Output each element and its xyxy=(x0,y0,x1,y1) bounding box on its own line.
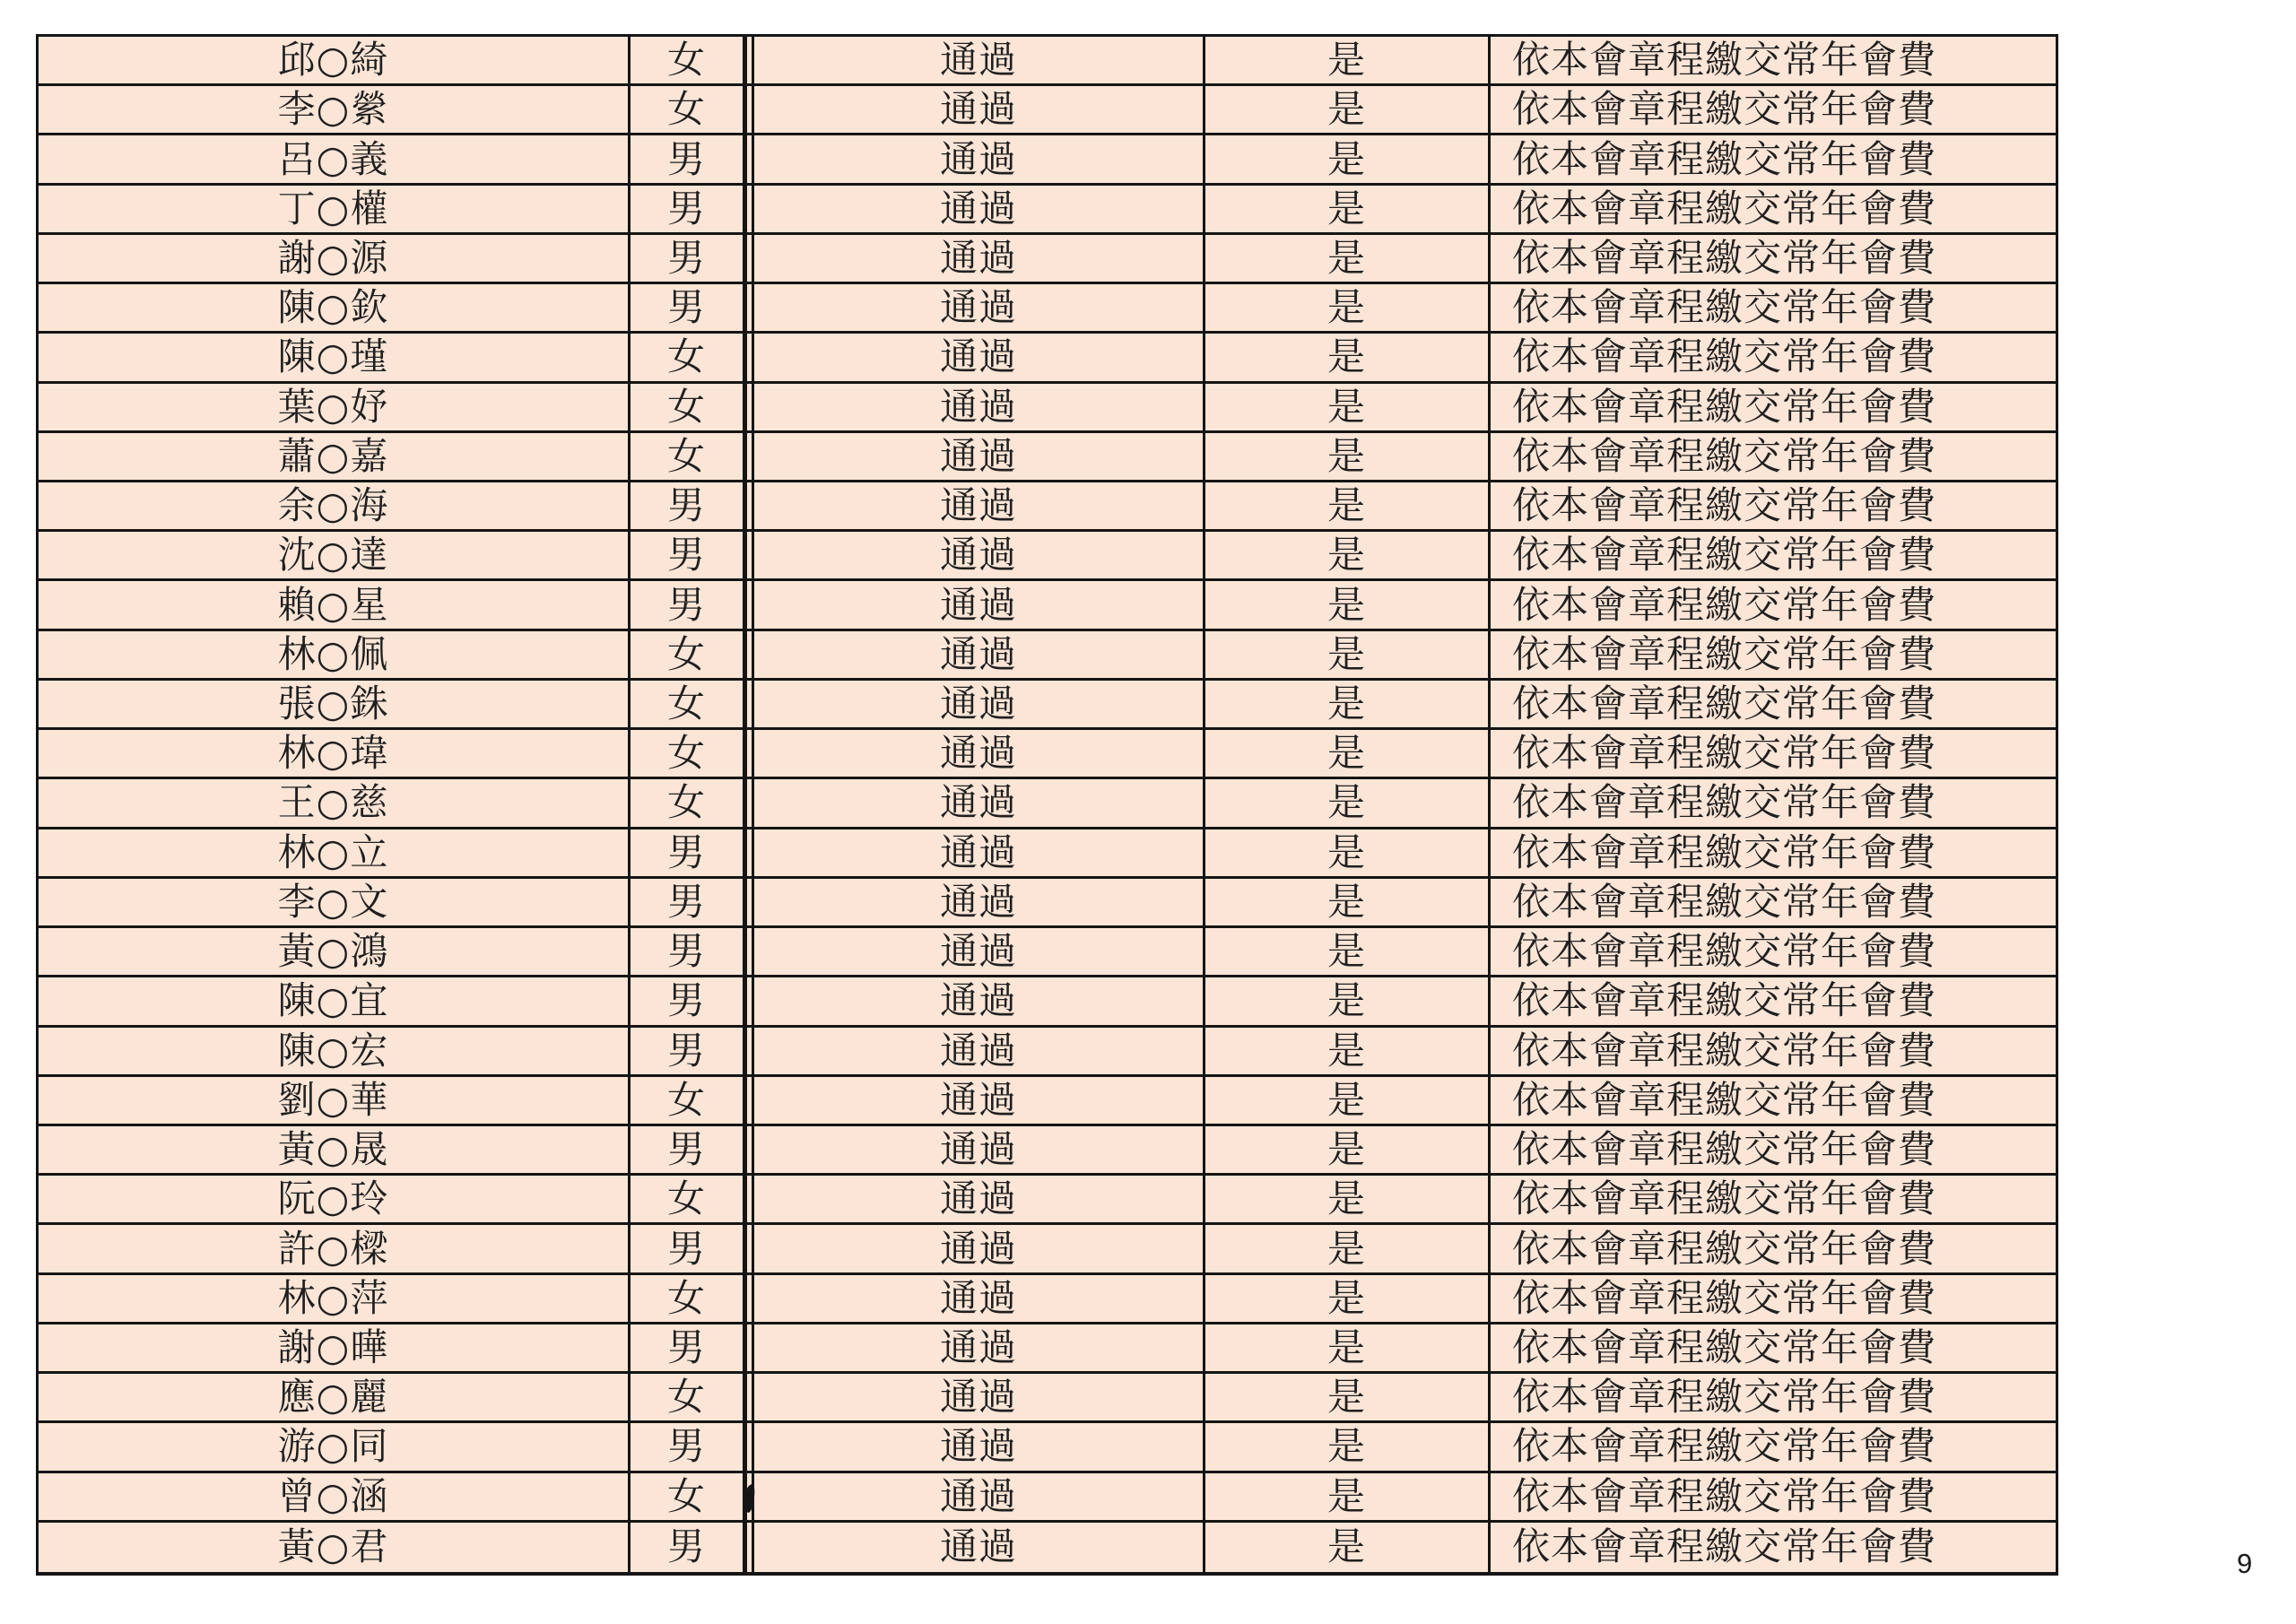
table-row xyxy=(39,977,2056,1027)
double-rule-divider xyxy=(747,86,754,135)
table-row xyxy=(39,1126,2056,1176)
table-row xyxy=(39,829,2056,879)
fee-paid-cell: 是 xyxy=(1205,1473,1491,1523)
gender-cell: 女 xyxy=(631,334,747,383)
table-row xyxy=(39,1225,2056,1274)
remark-cell: 依本會章程繳交常年會費 xyxy=(1491,334,2056,383)
fee-paid-cell: 是 xyxy=(1205,1423,1491,1472)
table-row xyxy=(39,433,2056,482)
gender-cell: 男 xyxy=(631,829,747,879)
remark-cell: 依本會章程繳交常年會費 xyxy=(1491,928,2056,977)
fee-paid-cell: 是 xyxy=(1205,977,1491,1027)
remark-cell: 依本會章程繳交常年會費 xyxy=(1491,284,2056,334)
remark-cell: 依本會章程繳交常年會費 xyxy=(1491,37,2056,86)
table-row xyxy=(39,1523,2056,1572)
gender-cell: 女 xyxy=(631,1275,747,1324)
table-row xyxy=(39,879,2056,928)
gender-cell: 女 xyxy=(631,730,747,779)
gender-cell: 男 xyxy=(631,1324,747,1374)
gender-cell: 男 xyxy=(631,482,747,532)
gender-cell: 女 xyxy=(631,433,747,482)
review-result-cell: 通過 xyxy=(754,1374,1205,1423)
review-result-cell: 通過 xyxy=(754,37,1205,86)
fee-paid-cell: 是 xyxy=(1205,384,1491,433)
remark-cell: 依本會章程繳交常年會費 xyxy=(1491,1077,2056,1126)
remark-cell: 依本會章程繳交常年會費 xyxy=(1491,779,2056,829)
name-cell: 林○佩 xyxy=(39,631,631,681)
remark-cell: 依本會章程繳交常年會費 xyxy=(1491,1126,2056,1176)
name-cell: 謝○源 xyxy=(39,235,631,284)
double-rule-divider xyxy=(747,879,754,928)
name-cell: 黃○君 xyxy=(39,1523,631,1572)
review-result-cell: 通過 xyxy=(754,879,1205,928)
double-rule-divider xyxy=(747,1423,754,1472)
double-rule-divider xyxy=(747,681,754,730)
double-rule-divider xyxy=(747,829,754,879)
double-rule-divider xyxy=(747,135,754,185)
name-cell: 許○樑 xyxy=(39,1225,631,1274)
table-row xyxy=(39,631,2056,681)
name-cell: 阮○玲 xyxy=(39,1176,631,1225)
review-result-cell: 通過 xyxy=(754,532,1205,581)
remark-cell: 依本會章程繳交常年會費 xyxy=(1491,532,2056,581)
table-row xyxy=(39,86,2056,135)
review-result-cell: 通過 xyxy=(754,1324,1205,1374)
review-result-cell: 通過 xyxy=(754,433,1205,482)
remark-cell: 依本會章程繳交常年會費 xyxy=(1491,681,2056,730)
double-rule-divider xyxy=(747,37,754,86)
table-row xyxy=(39,681,2056,730)
table-row xyxy=(39,384,2056,433)
name-cell: 沈○達 xyxy=(39,532,631,581)
name-cell: 丁○權 xyxy=(39,186,631,235)
name-cell: 黃○鴻 xyxy=(39,928,631,977)
double-rule-divider xyxy=(747,334,754,383)
gender-cell: 男 xyxy=(631,186,747,235)
gender-cell: 男 xyxy=(631,581,747,630)
name-cell: 林○萍 xyxy=(39,1275,631,1324)
name-cell: 陳○宏 xyxy=(39,1028,631,1077)
fee-paid-cell: 是 xyxy=(1205,186,1491,235)
name-cell: 陳○宜 xyxy=(39,977,631,1027)
review-result-cell: 通過 xyxy=(754,1028,1205,1077)
fee-paid-cell: 是 xyxy=(1205,1324,1491,1374)
fee-paid-cell: 是 xyxy=(1205,730,1491,779)
name-cell: 邱○綺 xyxy=(39,37,631,86)
review-result-cell: 通過 xyxy=(754,482,1205,532)
name-cell: 謝○曄 xyxy=(39,1324,631,1374)
table-row xyxy=(39,532,2056,581)
gender-cell: 男 xyxy=(631,532,747,581)
name-cell: 余○海 xyxy=(39,482,631,532)
review-result-cell: 通過 xyxy=(754,284,1205,334)
fee-paid-cell: 是 xyxy=(1205,433,1491,482)
fee-paid-cell: 是 xyxy=(1205,1275,1491,1324)
remark-cell: 依本會章程繳交常年會費 xyxy=(1491,1028,2056,1077)
double-rule-divider xyxy=(747,1028,754,1077)
double-rule-divider xyxy=(747,1324,754,1374)
name-cell: 葉○妤 xyxy=(39,384,631,433)
review-result-cell: 通過 xyxy=(754,581,1205,630)
review-result-cell: 通過 xyxy=(754,1473,1205,1523)
double-rule-divider xyxy=(747,1275,754,1324)
review-result-cell: 通過 xyxy=(754,1126,1205,1176)
fee-paid-cell: 是 xyxy=(1205,829,1491,879)
name-cell: 呂○義 xyxy=(39,135,631,185)
double-rule-divider xyxy=(747,730,754,779)
gender-cell: 男 xyxy=(631,977,747,1027)
double-rule-divider xyxy=(747,1077,754,1126)
review-result-cell: 通過 xyxy=(754,779,1205,829)
fee-paid-cell: 是 xyxy=(1205,284,1491,334)
table-row xyxy=(39,135,2056,185)
name-cell: 陳○瑾 xyxy=(39,334,631,383)
double-rule-divider xyxy=(747,235,754,284)
double-rule-divider xyxy=(747,284,754,334)
review-result-cell: 通過 xyxy=(754,1423,1205,1472)
table-row xyxy=(39,730,2056,779)
table-row xyxy=(39,1028,2056,1077)
fee-paid-cell: 是 xyxy=(1205,235,1491,284)
table-row xyxy=(39,186,2056,235)
review-result-cell: 通過 xyxy=(754,977,1205,1027)
review-result-cell: 通過 xyxy=(754,681,1205,730)
table-row xyxy=(39,1473,2056,1523)
name-cell: 游○同 xyxy=(39,1423,631,1472)
name-cell: 曾○涵 xyxy=(39,1473,631,1523)
remark-cell: 依本會章程繳交常年會費 xyxy=(1491,1423,2056,1472)
fee-paid-cell: 是 xyxy=(1205,1374,1491,1423)
review-result-cell: 通過 xyxy=(754,928,1205,977)
remark-cell: 依本會章程繳交常年會費 xyxy=(1491,1275,2056,1324)
fee-paid-cell: 是 xyxy=(1205,779,1491,829)
gender-cell: 男 xyxy=(631,235,747,284)
gender-cell: 男 xyxy=(631,284,747,334)
gender-cell: 女 xyxy=(631,86,747,135)
name-cell: 李○文 xyxy=(39,879,631,928)
remark-cell: 依本會章程繳交常年會費 xyxy=(1491,829,2056,879)
review-result-cell: 通過 xyxy=(754,235,1205,284)
double-rule-divider xyxy=(747,1176,754,1225)
gender-cell: 男 xyxy=(631,135,747,185)
table-row xyxy=(39,1374,2056,1423)
review-result-cell: 通過 xyxy=(754,829,1205,879)
table-row xyxy=(39,928,2056,977)
remark-cell: 依本會章程繳交常年會費 xyxy=(1491,135,2056,185)
name-cell: 王○慈 xyxy=(39,779,631,829)
double-rule-divider xyxy=(747,977,754,1027)
review-result-cell: 通過 xyxy=(754,86,1205,135)
review-result-cell: 通過 xyxy=(754,631,1205,681)
double-rule-divider xyxy=(747,1126,754,1176)
remark-cell: 依本會章程繳交常年會費 xyxy=(1491,879,2056,928)
name-cell: 蕭○嘉 xyxy=(39,433,631,482)
name-cell: 賴○星 xyxy=(39,581,631,630)
double-rule-divider xyxy=(747,581,754,630)
table-row xyxy=(39,1176,2056,1225)
double-rule-divider xyxy=(747,1523,754,1572)
review-result-cell: 通過 xyxy=(754,186,1205,235)
review-result-cell: 通過 xyxy=(754,334,1205,383)
double-rule-divider xyxy=(747,631,754,681)
remark-cell: 依本會章程繳交常年會費 xyxy=(1491,384,2056,433)
table-row xyxy=(39,284,2056,334)
fee-paid-cell: 是 xyxy=(1205,482,1491,532)
double-rule-divider xyxy=(747,779,754,829)
review-result-cell: 通過 xyxy=(754,1176,1205,1225)
review-result-cell: 通過 xyxy=(754,1225,1205,1274)
double-rule-divider xyxy=(747,1225,754,1274)
double-rule-divider xyxy=(747,532,754,581)
table-row xyxy=(39,1077,2056,1126)
name-cell: 黃○晟 xyxy=(39,1126,631,1176)
fee-paid-cell: 是 xyxy=(1205,1523,1491,1572)
fee-paid-cell: 是 xyxy=(1205,1176,1491,1225)
fee-paid-cell: 是 xyxy=(1205,1028,1491,1077)
remark-cell: 依本會章程繳交常年會費 xyxy=(1491,1225,2056,1274)
name-cell: 李○縈 xyxy=(39,86,631,135)
gender-cell: 女 xyxy=(631,37,747,86)
double-rule-divider xyxy=(747,433,754,482)
gender-cell: 女 xyxy=(631,631,747,681)
review-result-cell: 通過 xyxy=(754,730,1205,779)
page-number: 9 xyxy=(2237,1548,2253,1579)
remark-cell: 依本會章程繳交常年會費 xyxy=(1491,730,2056,779)
remark-cell: 依本會章程繳交常年會費 xyxy=(1512,1524,1937,1569)
table-row xyxy=(39,581,2056,630)
table-row xyxy=(39,1275,2056,1324)
remark-cell: 依本會章程繳交常年會費 xyxy=(1491,1176,2056,1225)
review-result-cell: 通過 xyxy=(754,135,1205,185)
review-result-cell: 通過 xyxy=(754,1275,1205,1324)
double-rule-divider xyxy=(747,482,754,532)
name-cell: 陳○欽 xyxy=(39,284,631,334)
table-row xyxy=(39,1423,2056,1472)
member-review-table xyxy=(36,34,2058,1576)
fee-paid-cell: 是 xyxy=(1205,581,1491,630)
remark-cell: 依本會章程繳交常年會費 xyxy=(1491,86,2056,135)
fee-paid-cell: 是 xyxy=(1205,631,1491,681)
gender-cell: 男 xyxy=(631,928,747,977)
gender-cell: 女 xyxy=(631,1473,747,1523)
remark-cell: 依本會章程繳交常年會費 xyxy=(1491,433,2056,482)
table-row xyxy=(39,482,2056,532)
fee-paid-cell: 是 xyxy=(1205,532,1491,581)
table-row xyxy=(39,334,2056,383)
table-row xyxy=(39,1324,2056,1374)
review-result-cell: 通過 xyxy=(754,1523,1205,1572)
remark-cell: 依本會章程繳交常年會費 xyxy=(1491,186,2056,235)
fee-paid-cell: 是 xyxy=(1205,681,1491,730)
remark-cell: 依本會章程繳交常年會費 xyxy=(1491,1324,2056,1374)
fee-paid-cell: 是 xyxy=(1205,928,1491,977)
gender-cell: 男 xyxy=(631,1423,747,1472)
gender-cell: 女 xyxy=(631,384,747,433)
fee-paid-cell: 是 xyxy=(1205,334,1491,383)
name-cell: 劉○華 xyxy=(39,1077,631,1126)
fee-paid-cell: 是 xyxy=(1205,37,1491,86)
table-row xyxy=(39,37,2056,86)
table-row xyxy=(39,235,2056,284)
gender-cell: 男 xyxy=(631,1028,747,1077)
fee-paid-cell: 是 xyxy=(1205,879,1491,928)
remark-cell: 依本會章程繳交常年會費 xyxy=(1491,235,2056,284)
remark-cell: 依本會章程繳交常年會費 xyxy=(1491,482,2056,532)
table-row xyxy=(39,779,2056,829)
double-rule-divider xyxy=(747,928,754,977)
double-rule-divider xyxy=(747,1374,754,1423)
double-rule-divider xyxy=(747,384,754,433)
gender-cell: 女 xyxy=(631,681,747,730)
name-cell: 張○銖 xyxy=(39,681,631,730)
fee-paid-cell: 是 xyxy=(1205,1126,1491,1176)
fee-paid-cell: 是 xyxy=(1205,135,1491,185)
gender-cell: 女 xyxy=(631,779,747,829)
gender-cell: 男 xyxy=(631,1126,747,1176)
fee-paid-cell: 是 xyxy=(1205,1077,1491,1126)
gender-cell: 女 xyxy=(631,1176,747,1225)
review-result-cell: 通過 xyxy=(754,384,1205,433)
remark-cell: 依本會章程繳交常年會費 xyxy=(1491,581,2056,630)
review-result-cell: 通過 xyxy=(754,1077,1205,1126)
remark-cell: 依本會章程繳交常年會費 xyxy=(1491,631,2056,681)
gender-cell: 男 xyxy=(631,1225,747,1274)
name-cell: 應○麗 xyxy=(39,1374,631,1423)
gender-cell: 女 xyxy=(631,1374,747,1423)
name-cell: 林○瑋 xyxy=(39,730,631,779)
remark-cell: 依本會章程繳交常年會費 xyxy=(1491,977,2056,1027)
remark-cell: 依本會章程繳交常年會費 xyxy=(1491,1374,2056,1423)
gender-cell: 男 xyxy=(631,1523,747,1572)
gender-cell: 男 xyxy=(631,879,747,928)
name-cell: 林○立 xyxy=(39,829,631,879)
gender-cell: 女 xyxy=(631,1077,747,1126)
fee-paid-cell: 是 xyxy=(1205,1225,1491,1274)
double-rule-divider xyxy=(747,186,754,235)
remark-cell: 依本會章程繳交常年會費 xyxy=(1491,1473,2056,1523)
fee-paid-cell: 是 xyxy=(1205,86,1491,135)
